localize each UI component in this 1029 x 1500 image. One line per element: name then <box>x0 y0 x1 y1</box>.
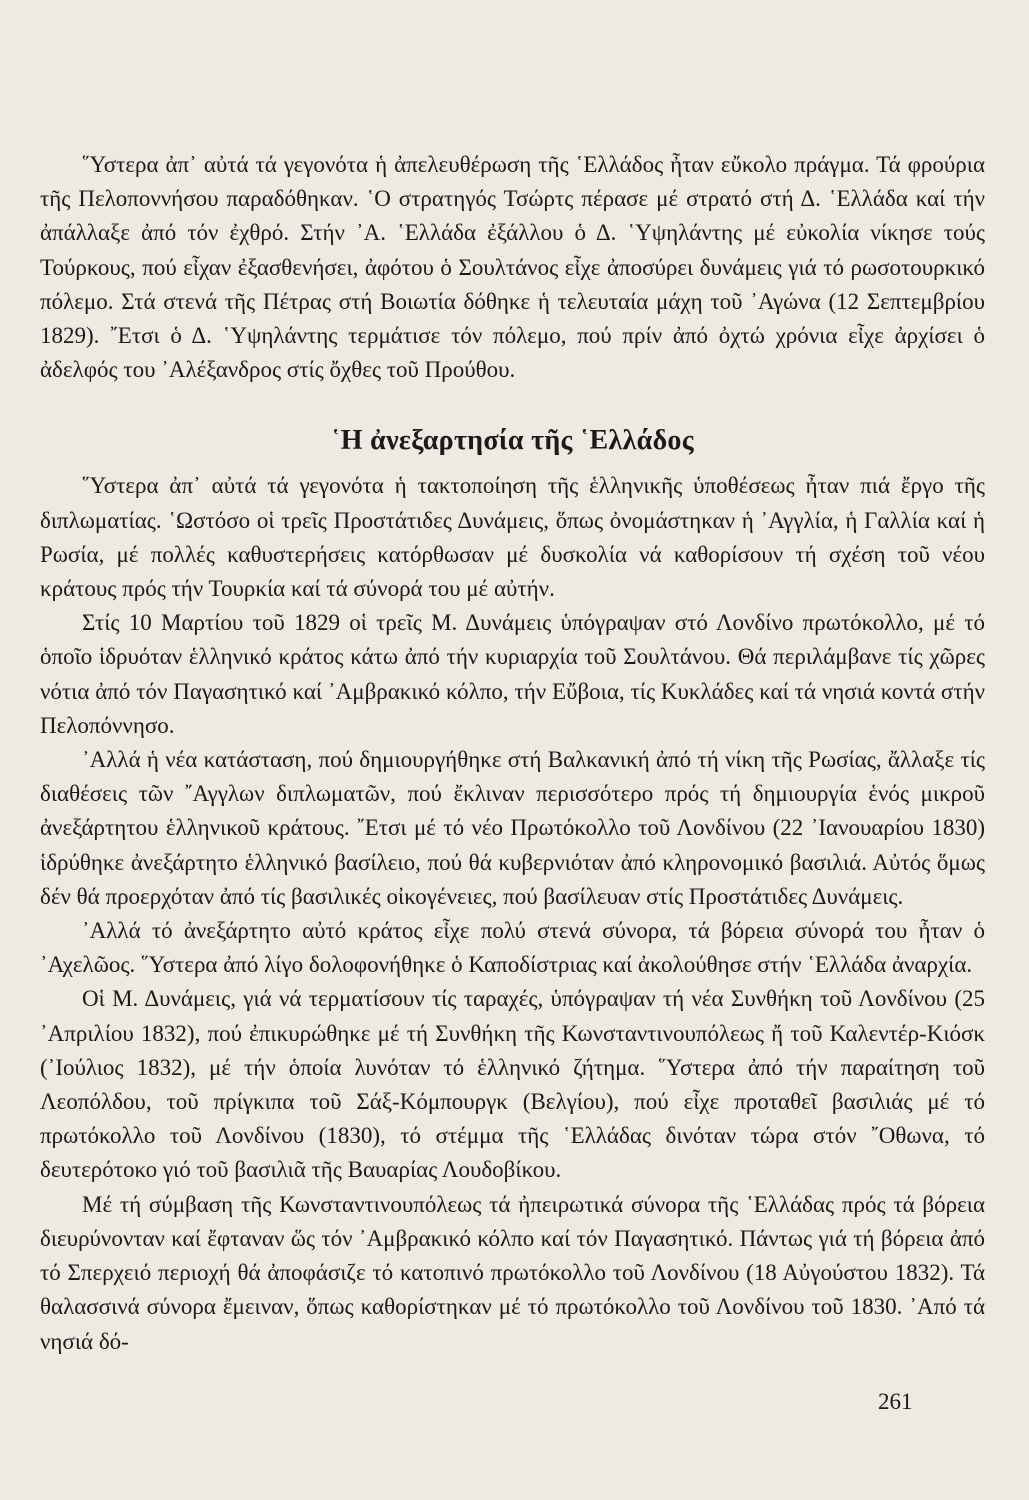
paragraph-5: Οἱ Μ. Δυνάμεις, γιά νά τερματίσουν τίς ταραχές, ὑπόγραψαν τή νέα Συνθήκη τοῦ Λονδίνου (25 ᾽Απριλίου 1832), πού ἐπικυρώθηκε μέ τή Συνθήκη τῆς Κωνσταντινουπόλεως ἤ τοῦ Καλεντέρ-Κιόσκ (᾽Ιούλιος 1832), μέ τήν ὁποία λυνόταν τό ἑλληνικό ζήτημα. ῞Υστερα ἀπό τήν παραίτηση τοῦ Λεοπόλδου, τοῦ πρίγκιπα τοῦ Σάξ-Κόμπουργκ (Βελγίου), πού εἶχε προταθεῖ βασιλιάς μέ τό πρωτόκολλο τοῦ Λονδίνου (1830), τό στέμμα τῆς ῾Ελλάδας δινόταν τώρα στόν ῎Οθωνα, τό δευτερότοκο γιό τοῦ βασιλιᾶ τῆς Βαυαρίας Λουδοβίκου. <box>40 986 985 1183</box>
section-gap <box>40 387 985 421</box>
page-body <box>40 148 985 1359</box>
paragraph-3: ᾽Αλλά ἡ νέα κατάσταση, πού δημιουργήθηκε στή Βαλκανική ἀπό τή νίκη τῆς Ρωσίας, ἄλλαξε τίς διαθέσεις τῶν ῎Αγγλων διπλωματῶν, πού ἔκλιναν περισσότερο πρός τή δημιουργία ἑνός μικροῦ ἀνεξάρτητου ἑλληνικοῦ κράτους. ῎Ετσι μέ τό νέο Πρωτόκολλο τοῦ Λονδίνου (22 ᾽Ιανουαρίου 1830) ἱδρύθηκε ἀνεξάρτητο ἑλληνικό βασίλειο, πού θά κυβερνιόταν ἀπό κληρονομικό βασιλιά. Αὐτός ὅμως δέν θά προερχόταν ἀπό τίς βασιλικές οἰκογένειες, πού βασίλευαν στίς Προστάτιδες Δυνάμεις. <box>40 747 985 909</box>
paragraph-4: ᾽Αλλά τό ἀνεξάρτητο αὐτό κράτος εἶχε πολύ στενά σύνορα, τά βόρεια σύνορά του ἦταν ὁ ᾽Αχελῶος. ῞Υστερα ἀπό λίγο δολοφονήθηκε ὁ Καποδίστριας καί ἀκολούθησε στήν ῾Ελλάδα ἀναρχία. <box>40 918 985 978</box>
paragraph-intro: ῞Υστερα ἀπ᾽ αὐτά τά γεγονότα ἡ ἀπελευθέρωση τῆς ῾Ελλάδος ἦταν εὔκολο πράγμα. Τά φρούρια τῆς Πελοποννήσου παραδόθηκαν. ῾Ο στρατηγός Τσώρτς πέρασε μέ στρατό στή Δ. ῾Ελλάδα καί τήν ἀπάλλαξε ἀπό τόν ἐχθρό. Στήν ᾽Α. ῾Ελλάδα ἐξάλλου ὁ Δ. ῾Υψηλάντης μέ εὐκολία νίκησε τούς Τούρκους, πού εἶχαν ἐξασθενήσει, ἀφότου ὁ Σουλτάνος εἶχε ἀποσύρει δυνάμεις γιά τό ρωσοτουρκικό πόλεμο. Στά στενά τῆς Πέτρας στή Βοιωτία δόθηκε ἡ τελευταία μάχη τοῦ ᾽Αγώνα (12 Σεπτεμβρίου 1829). ῎Ετσι ὁ Δ. ῾Υψηλάντης τερμάτισε τόν πόλεμο, πού πρίν ἀπό ὀχτώ χρόνια εἶχε ἀρχίσει ὁ ἀδελφός του ᾽Αλέξανδρος στίς ὄχθες τοῦ Προύθου. <box>40 152 985 383</box>
paragraph-2: Στίς 10 Μαρτίου τοῦ 1829 οἱ τρεῖς Μ. Δυνάμεις ὑπόγραψαν στό Λονδίνο πρωτόκολλο, μέ τό ὁποῖο ἱδρυόταν ἑλληνικό κράτος κάτω ἀπό τήν κυριαρχία τοῦ Σουλτάνου. Θά περιλάμβανε τίς χῶρες νότια ἀπό τόν Παγασητικό καί ᾽Αμβρακικό κόλπο, τήν Εὔβοια, τίς Κυκλάδες καί τά νησιά κοντά στήν Πελοπόννησο. <box>40 610 985 738</box>
paragraph-6: Μέ τή σύμβαση τῆς Κωνσταντινουπόλεως τά ἠπειρωτικά σύνορα τῆς ῾Ελλάδας πρός τά βόρεια διευρύνονταν καί ἔφταναν ὥς τόν ᾽Αμβρακικό κόλπο καί τόν Παγασητικό. Πάντως γιά τή βόρεια ἀπό τό Σπερχειό περιοχή θά ἀποφάσιζε τό κατοπινό πρωτόκολλο τοῦ Λονδίνου (18 Αὐγούστου 1832). Τά θαλασσινά σύνορα ἔμειναν, ὅπως καθορίστηκαν μέ τό πρωτόκολλο τοῦ Λονδίνου τοῦ 1830. ᾽Από τά νησιά δό- <box>40 1191 985 1354</box>
section-heading: ῾Η ἀνεξαρτησία τῆς ῾Ελλάδος <box>331 425 694 457</box>
paragraph-1: ῞Υστερα ἀπ᾽ αὐτά τά γεγονότα ἡ τακτοποίηση τῆς ἑλληνικῆς ὑποθέσεως ἦταν πιά ἔργο τῆς διπλωματίας. ῾Ωστόσο οἱ τρεῖς Προστάτιδες Δυνάμεις, ὅπως ὀνομάστηκαν ἡ ᾽Αγγλία, ἡ Γαλλία καί ἡ Ρωσία, μέ πολλές καθυστερήσεις κατόρθωσαν μέ δυσκολία νά καθορίσουν τή σχέση τοῦ νέου κράτους πρός τήν Τουρκία καί τά σύνορά του μέ αὐτήν. <box>40 473 985 602</box>
page-number: 261 <box>878 1389 913 1414</box>
